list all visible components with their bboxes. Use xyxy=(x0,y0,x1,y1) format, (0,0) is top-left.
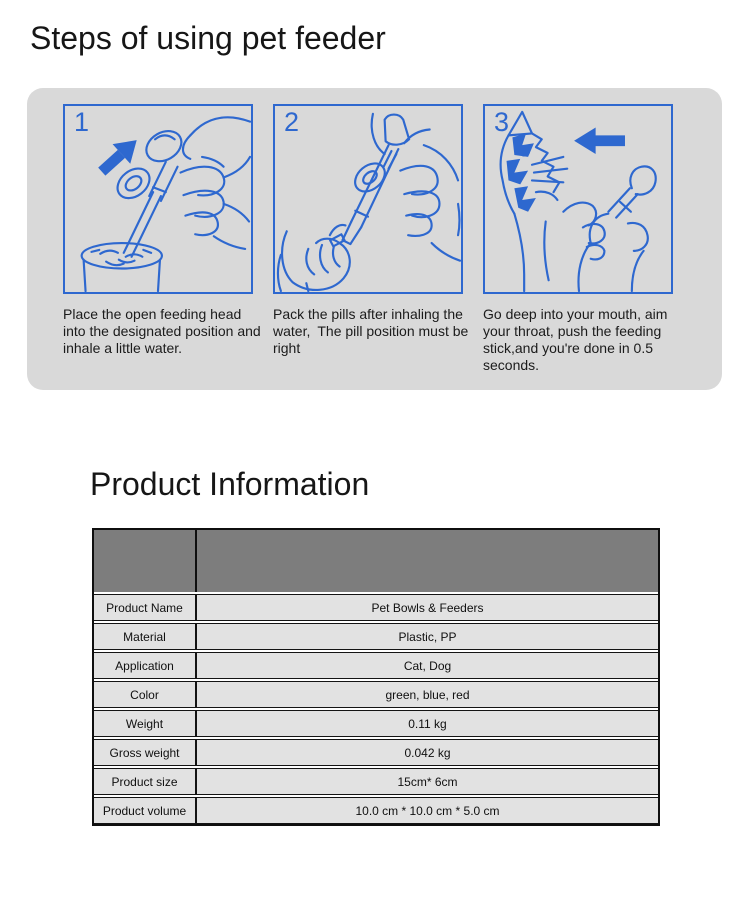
row-label: Application xyxy=(94,653,197,678)
row-value: 15cm* 6cm xyxy=(397,774,458,789)
row-label: Product size xyxy=(94,769,197,794)
row-label: Product volume xyxy=(94,798,197,823)
step3-illustration xyxy=(485,106,671,292)
row-value: Cat, Dog xyxy=(403,658,452,673)
step1-number: 1 xyxy=(74,107,90,137)
step1-caption: Place the open feeding head into the designated position and inhale a little water. xyxy=(63,306,261,356)
page-title: Steps of using pet feeder xyxy=(30,20,386,56)
step2-number: 2 xyxy=(284,107,300,137)
step2-caption: Pack the pills after inhaling the water, The pill position must be right xyxy=(273,306,469,356)
row-label: Color xyxy=(94,682,197,707)
row-label: Weight xyxy=(94,711,197,736)
step3-box xyxy=(483,104,673,294)
cup-and-feeder-drawing xyxy=(82,125,187,291)
cat-drawing xyxy=(501,112,568,291)
table-row xyxy=(94,710,658,737)
product-information-table xyxy=(92,528,660,826)
table-row xyxy=(94,739,658,766)
table-row xyxy=(94,681,658,708)
step2-box xyxy=(273,104,463,294)
left-arrow-icon xyxy=(574,128,625,154)
product-information-title: Product Information xyxy=(90,466,370,502)
step3-caption: Go deep into your mouth, aim your throat, push the feeding stick,and you're done in 0.5 seconds. xyxy=(483,306,668,373)
table-row xyxy=(94,652,658,679)
row-label: Material xyxy=(94,624,197,649)
step1-box xyxy=(63,104,253,294)
table-row xyxy=(94,623,658,650)
table-row xyxy=(94,797,658,824)
feeder-drawing xyxy=(330,115,409,247)
row-value: 0.11 kg xyxy=(408,716,447,731)
table-header-value-cell xyxy=(197,530,658,592)
row-value: green, blue, red xyxy=(385,687,470,702)
row-label: Gross weight xyxy=(94,740,197,765)
table-header-row xyxy=(94,530,658,592)
step2-illustration xyxy=(275,106,461,292)
row-value: 10.0 cm * 10.0 cm * 5.0 cm xyxy=(355,803,500,818)
row-value: Pet Bowls & Feeders xyxy=(371,600,484,615)
row-label: Product Name xyxy=(94,595,197,620)
step1-illustration xyxy=(65,106,251,292)
hand-with-feeder-drawing xyxy=(563,166,655,291)
table-header-label-cell xyxy=(94,530,197,592)
up-right-arrow-icon xyxy=(93,130,146,181)
table-row xyxy=(94,594,658,621)
row-value: 0.042 kg xyxy=(404,745,451,760)
hand-drawing xyxy=(181,117,251,249)
table-row xyxy=(94,768,658,795)
row-value: Plastic, PP xyxy=(398,629,457,644)
step3-number: 3 xyxy=(494,107,510,137)
steps-panel xyxy=(27,88,722,390)
